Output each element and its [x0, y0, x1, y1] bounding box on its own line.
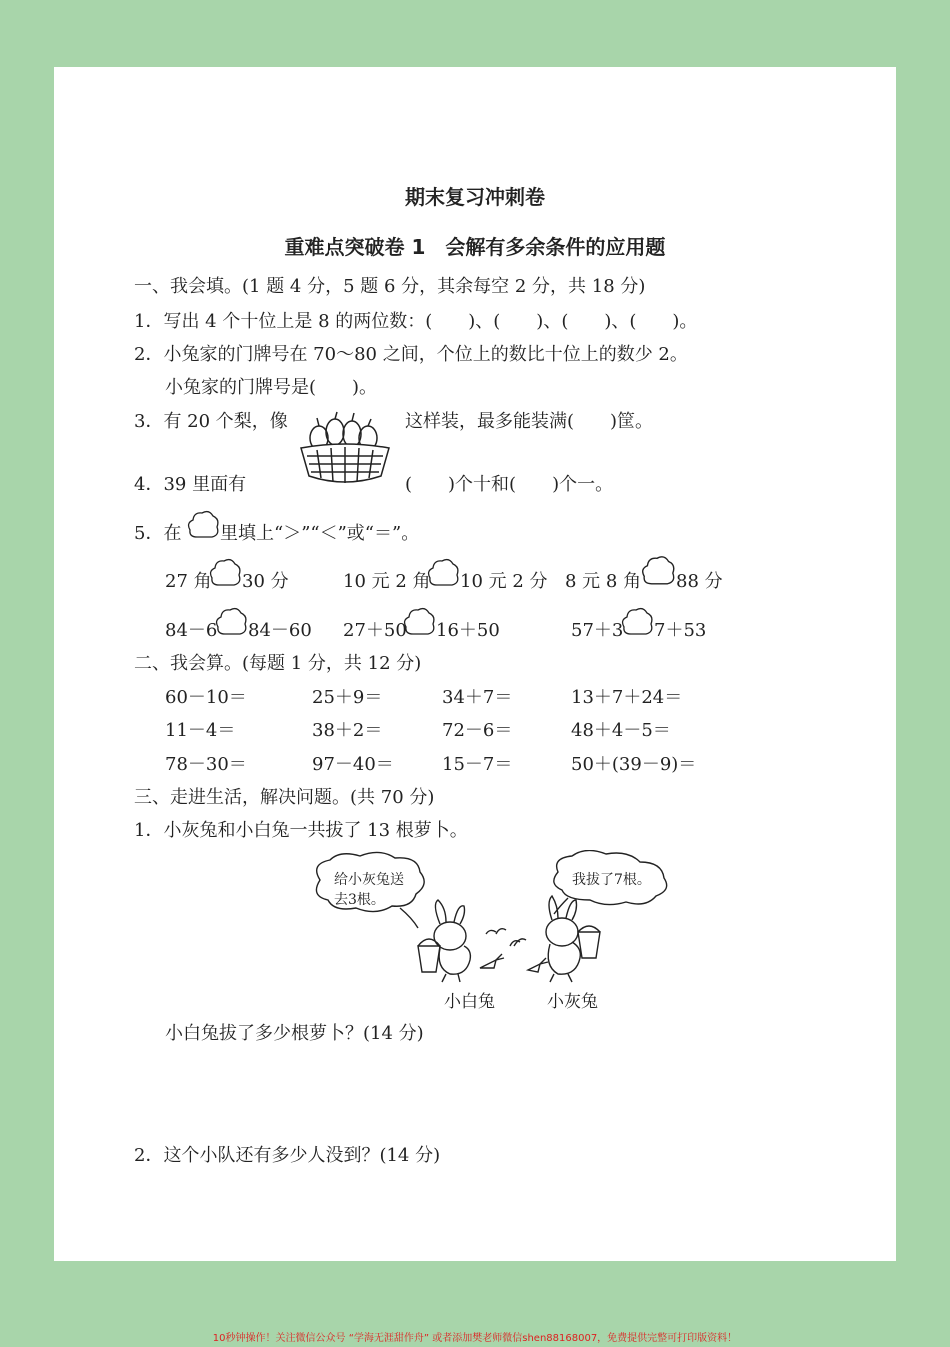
comparison-right: 30 分 [242, 571, 289, 592]
label-gray-rabbit: 小灰兔 [547, 992, 598, 1012]
page-title: 期末复习冲刺卷 [405, 185, 545, 209]
calc-item: 25＋9＝ [312, 687, 383, 708]
calc-item: 50＋(39－9)＝ [571, 754, 697, 775]
section3-heading: 三、走进生活，解决问题。(共 70 分) [134, 787, 435, 808]
speech-bubble-right: 我拔了7根。 [572, 872, 651, 888]
calc-item: 48＋4－5＝ [571, 720, 671, 741]
calc-item: 72－6＝ [442, 720, 513, 741]
question-1-3-start: 3．有 20 个梨，像 [134, 411, 288, 432]
calc-item: 97－40＝ [312, 754, 394, 775]
question-1-5-start: 5．在 [134, 523, 182, 544]
section1-heading: 一、我会填。(1 题 4 分，5 题 6 分，其余每空 2 分，共 18 分) [134, 276, 646, 297]
calc-item: 13＋7＋24＝ [571, 687, 683, 708]
comparison-left: 10 元 2 角 [343, 571, 431, 592]
comparison-right: 84－60 [248, 620, 312, 641]
comparison-right: 10 元 2 分 [460, 571, 548, 592]
comparison-left: 8 元 8 角 [565, 571, 642, 592]
comparison-right: 88 分 [676, 571, 723, 592]
flower-icon [620, 604, 654, 638]
flower-icon [214, 604, 248, 638]
question-1-1: 1．写出 4 个十位上是 8 的两位数：( )、( )、( )、( )。 [134, 311, 698, 332]
calc-item: 78－30＝ [165, 754, 247, 775]
comparison-left: 84－6 [165, 620, 218, 641]
calc-item: 34＋7＝ [442, 687, 513, 708]
comparison-right: 16＋50 [436, 620, 500, 641]
flower-icon [426, 555, 460, 589]
question-3-2: 2．这个小队还有多少人没到？(14 分) [134, 1145, 441, 1166]
pear-basket-icon [297, 410, 393, 488]
speech-bubble-left-line1: 给小灰兔送 [334, 872, 404, 888]
flower-icon [208, 555, 242, 589]
question-1-5-end: 里填上“＞”“＜”或“＝”。 [220, 523, 420, 544]
question-1-3-end: 这样装，最多能装满( )筐。 [405, 411, 654, 432]
flower-icon [640, 552, 676, 588]
speech-bubble-left-line2: 去3根。 [334, 892, 385, 908]
comparison-left: 57＋3 [571, 620, 624, 641]
calc-item: 38＋2＝ [312, 720, 383, 741]
footer-promo: 10秒钟操作！关注微信公众号 “学海无涯甜作舟” 或者添加樊老师微信shen88168007，免费提供完整可打印版资料！ [212, 1333, 738, 1344]
question-3-1-ask: 小白兔拔了多少根萝卜？(14 分) [165, 1023, 424, 1044]
question-1-2-answer: 小兔家的门牌号是( )。 [165, 377, 378, 398]
flower-icon [186, 507, 220, 541]
calc-item: 11－4＝ [165, 720, 236, 741]
flower-icon [402, 604, 436, 638]
question-1-4-start: 4．39 里面有 [134, 474, 247, 495]
calc-item: 60－10＝ [165, 687, 247, 708]
comparison-right: 7＋53 [654, 620, 707, 641]
page-subtitle: 重难点突破卷 1 会解有多余条件的应用题 [284, 235, 666, 259]
comparison-left: 27 角 [165, 571, 212, 592]
label-white-rabbit: 小白兔 [444, 992, 495, 1012]
section2-heading: 二、我会算。(每题 1 分，共 12 分) [134, 653, 422, 674]
question-1-4-end: ( )个十和( )个一。 [405, 474, 614, 495]
question-1-2: 2．小兔家的门牌号在 70～80 之间，个位上的数比十位上的数少 2。 [134, 344, 688, 365]
question-3-1: 1．小灰兔和小白兔一共拔了 13 根萝卜。 [134, 820, 468, 841]
comparison-left: 27＋50 [343, 620, 407, 641]
calc-item: 15－7＝ [442, 754, 513, 775]
